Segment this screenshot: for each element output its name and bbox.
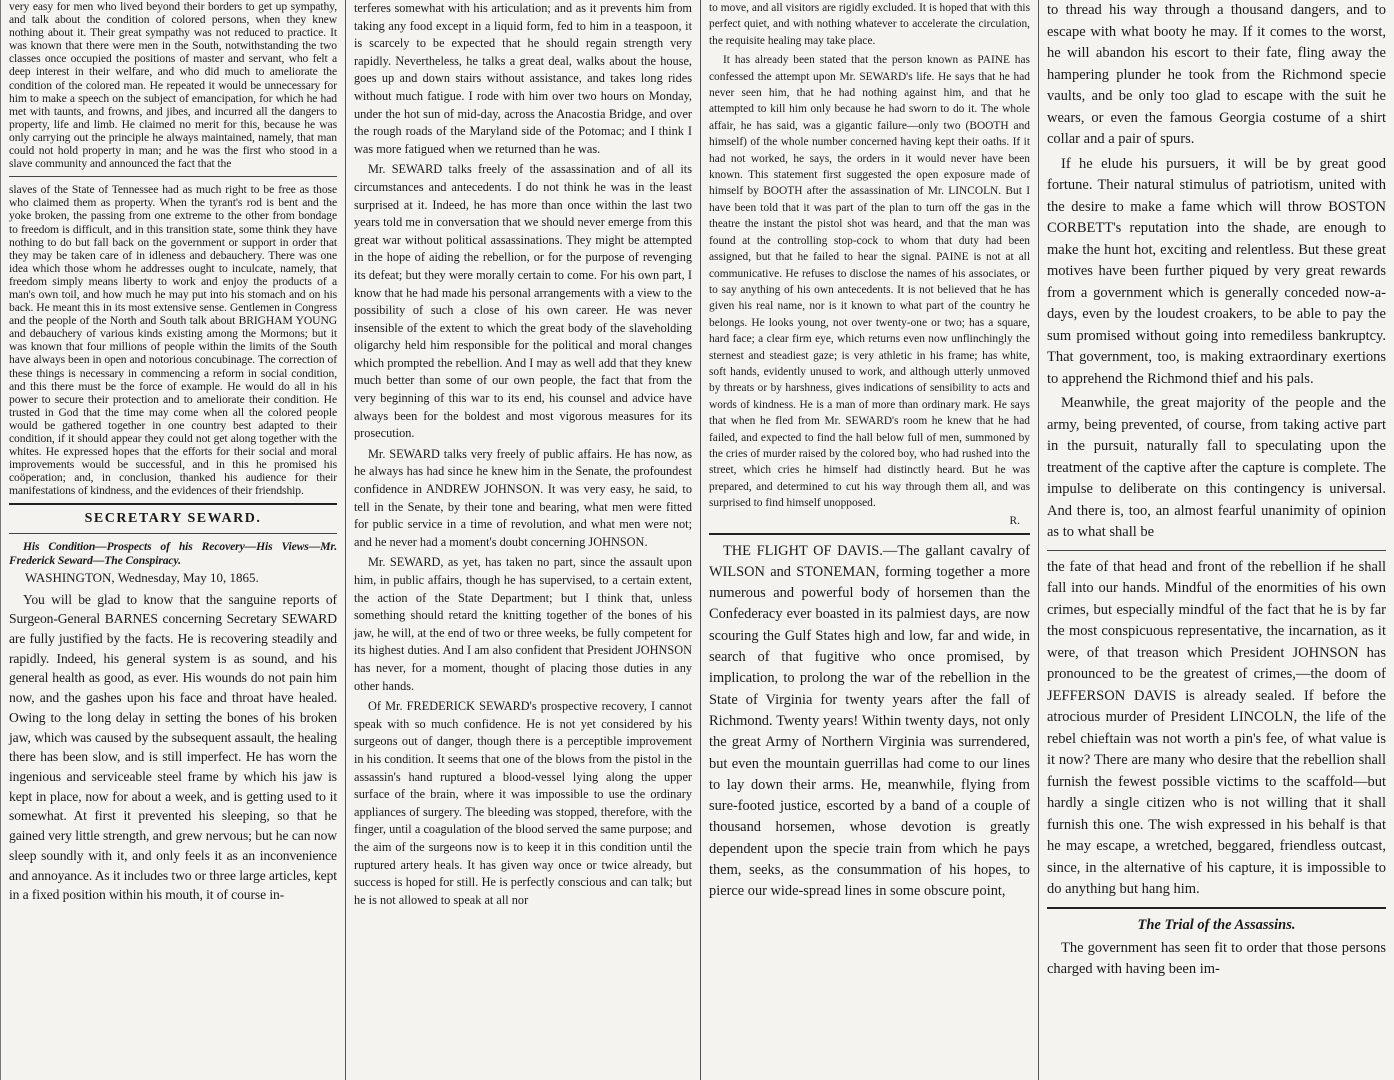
paragraph: Mr. SEWARD, as yet, has taken no part, since the assault upon him, in public affairs, though he has supervised, to a certain extent, the action of the State Department; but I think that, unless something should retard the knitting together of the bones of his jaw, he will, at the end of two or three weeks, be fully competent for its highest duties. And I am also confident that President JOHNSON has never, for a moment, thought of placing those duties in any other hands. [354,555,692,693]
divider [1047,550,1386,551]
paragraph: to thread his way through a thousand dangers, and to escape with what booty he may. If it comes to the worst, he will abandon his escort to their fate, fling away the hampering plunder he took from the Richmond specie vaults, and be only too glad to escape with the suit he wears, or even the famous Georgia costume of a shirt collar and a pair of spurs. [1047,2,1386,147]
paragraph: Meanwhile, the great majority of the people and the army, being prevented, of course, from taking active part in the pursuit, naturally fall to speculating upon the treatment of the captive after the capture is complete. The impulse to deliberate on this contingency is universal. And there is, too, an almost fearful unanimity of opinion as to what shall be [1047,395,1386,540]
signature-initial: R. [1009,514,1020,527]
article-headline: SECRETARY SEWARD. [84,511,262,527]
paragraph: terferes somewhat with his articulation; and as it prevents him from taking any food except in a liquid form, fed to him in a teaspoon, it is scarcely to be expected that he should regain strength very rapidly. Nevertheless, he talks a great deal, walks about the house, goes up and down stairs without assistance, and takes long rides without much fatigue. I rode with him over two hours on Monday, under the hot sun of mid-day, across the Anacostia Bridge, and over the rough roads of the Maryland side of the Potomac; and I think I was more fatigued when we returned than he was. [354,1,692,156]
article-lead-body: —The gallant cavalry of WILSON and STONEMAN, forming together a more numerous and powerful body of horsemen than the Confederacy ever boasted in its palmiest days, are now scouring the Gulf States high and low, far and wide, in search of that fugitive who once promised, by implication, to prolong the war of the rebellion in the State of Virginia for twenty years after the fall of Richmond. Twenty years! Within twenty days, not only the great Army of Northern Virginia was surrendered, but even the mountain guerrillas had come to our lines to lay down their arms. He, meanwhile, flying from sure-footed justice, escorted by a band of a couple of thousand horsemen, whose devotion is greatly dependent upon the specie train from which he pays them, seeks, as the consummation of his hopes, to pierce our wide-spread lines in some obscure point, [709,542,1031,900]
paragraph: Of Mr. FREDERICK SEWARD's prospective recovery, I cannot speak with so much confidence. He is not yet considered by his surgeons out of danger, though there is a perceptible improvement in his condition. It seems that one of the blows from the pistol in the assassin's hand ruptured a blood-vessel lying along the upper surface of the brain, where it was impossible to use the ordinary appliances of surgery. The bleeding was stopped, therefore, with the finger, until a coagulation of the blood served the same purpose; and the aim of the surgeons now is to keep it in this condition until the ruptured artery heals. It has given way once or twice already, but success is hoped for still. He is perfectly conscious and can talk; but he is not allowed to speak at all nor [354,699,692,907]
column-2 [345,0,700,1080]
paragraph: The government has seen fit to order that those persons charged with having been im- [1047,939,1386,977]
paragraph: slaves of the State of Tennessee had as much right to be free as those who claimed them as property. When the tyrant's rod is bent and the yoke broken, the passing from one extreme to the other from bondage to freedom is difficult, and in this transition state, some think they have nothing to do but fall back on the government or support in order that they may be taken care of in idleness and debauchery. There was one idea which those whom he addresses ought to inculcate, namely, that freedom simply means liberty to work and enjoy the products of a man's own toil, and how much he may put into his stomach and on his back. He meant this in its most extensive sense. Gentlemen in Congress and the people of the North and South talk about BRIGHAM YOUNG and debauchery of various kinds existing among the Mormons; but it was known that four millions of people within the limits of the South have always been in open and notorious concubinage. The correction of these things is necessary in commencing a reform in social condition, and this there must be the force of example. He would do all in his power to secure their protection and to ameliorate their condition. He trusted in God that the time may come when all the colored people would be gathered together in one country best adapted to their condition, if it should appear they could not get along together with the whites. He expressed hopes that the efforts for their social and moral improvements would be successful, and in this he promised his coöperation; and, in conclusion, thanked his audience for their manifestations of kindness, and the evidences of their friendship. [9,183,337,498]
column-3 [700,0,1038,1080]
divider [709,533,1030,535]
paragraph: It has already been stated that the person known as PAINE has confessed the attempt upon Mr. SEWARD's life. He says that he had never seen him, that he had nothing against him, and that he attempted to kill him only because he had sworn to do it. The whole affair, he has said, was a gigantic failure—only two (BOOTH and himself) of the whole number concerned having kept their oaths. If it had not worked, he says, the orders in it would never have been known. This statement first suggested the open exposure made of himself by BOOTH after the assassination of Mr. LINCOLN. But I have been told that it was part of the plan to turn off the gas in the theatre the instant the pistol shot was heard, and that the man was found at the controlling stop-cock to whom that duty had been assigned, but that he failed to hear the signal. PAINE is not at all communicative. He refuses to disclose the names of his associates, or to say anything of his own antecedents. It is not believed that he has given his real name, nor is it known to what part of the country he belongs. He looks young, not over twenty-one or two; has a square, hard face; a clear firm eye, which returns even now unflinchingly the sternest and steadiest gaze; is very athletic in his frame; has white, soft hands, evidently unused to work, and although utterly unmoved by threats or by harshness, gives indications of sensibility to acts and words of kindness. He is a man of more than ordinary mark. He says that when he fled from Mr. SEWARD's room he knew that he had failed, and expected to find the hall below full of men, summoned by the cries of murder raised by the colored boy, who had rushed into the street, which cries he himself had distinctly heard. But he was prepared, and determined to cut his way through them all, and was surprised to find himself unopposed. [709,54,1030,510]
flight-of-davis-article [709,541,1030,903]
divider [9,533,337,534]
article-headline: The Trial of the Assassins. [1137,916,1296,933]
article-subhead: His Condition—Prospects of his Recovery—His Views—Mr. Frederick Seward—The Conspiracy. [9,540,337,567]
divider [1047,907,1386,909]
paragraph: Mr. SEWARD talks freely of the assassination and of all its circumstances and antecedents. I do not think he was in the least surprised at it. Indeed, he has more than once within the last two years told me in conversation that we should never emerge from this great war without political assassinations. They might be attempted in the hope of aiding the rebellion, or for the purpose of revenging its defeat; but they were morally certain to come. For his own part, I know that he had made his personal arrangements with a view to the possibility of such a close of his own career. He was never insensible of the extent to which the great body of the slaveholding oligarchy held him responsible for the political and moral changes which prompted the rebellion. And I may as well add that they knew much better than some of our own people, the fact that from the very beginning of this war to its end, his counsel and advice have always been for the boldest and most vigorous measures for its prosecution. [354,162,692,441]
article-lead-title: THE FLIGHT OF DAVIS. [723,542,883,559]
paragraph: very easy for men who lived beyond their borders to get up sympathy, and talk about the condition of colored persons, when they knew nothing about it. Their great sympathy was not reduced to practice. It was known that there were men in the South, notwithstanding the two classes once occupied the positions of master and servant, who felt a deep interest in their welfare, and who did much to ameliorate the condition of the colored man. He repeated it would be unnecessary for him to make a speech on the subject of emancipation, for which he had met with taunts, and frowns, and jibes, and incurred all the dangers to property, life and limb. He claimed no merit for this, because he was only carrying out the principle he always maintained, namely, that man could not hold property in man; and he was the first who stood in a slave community and announced the fact that the [9,0,337,171]
paragraph: the fate of that head and front of the rebellion if he shall fall into our hands. Mindful of the enormities of his own crimes, but especially mindful of the fact that he is by far the most conspicuous representative, the incarnation, as it were, of that treason which President JOHNSON has pronounced to be the greatest of crimes,—the doom of JEFFERSON DAVIS is already sealed. If before the atrocious murder of President LINCOLN, the life of the rebel chieftain was not worth a pin's fee, of what value is it now? There are many who desire that the rebellion shall furnish the fewest possible victims to the scaffold—but hardly a single citizen who is not willing that it shall furnish this one. The wish expressed in his behalf is that he may escape, a wretched, beggared, friendless outcast, since, in the alternative of his capture, it is impossible to do anything but hang him. [1047,558,1386,897]
column-1 [0,0,345,1080]
paragraph: Mr. SEWARD talks very freely of public affairs. He has now, as he always has had since he knew him in the Senate, the profoundest confidence in ANDREW JOHNSON. It was very easy, he said, to tell in the Senate, by their tone and bearing, what men were fitted for public service in a time of revolution, and what men were not; and he never had a moment's doubt concerning JOHNSON. [354,446,692,549]
paragraph: If he elude his pursuers, it will be by great good fortune. Their natural stimulus of patriotism, united with the desire to make a fame which will throw BOSTON CORBETT's reputation into the shade, are enough to make the hunt hot, exciting and relentless. But these great motives have been further piqued by very great rewards from a government which is generally conceded now-a-days, even by the loudest croakers, to be able to pay the sum promised without going into remediless bankruptcy. That government, too, is making extraordinary exertions to apprehend the Richmond thief and his pals. [1047,155,1386,387]
divider [9,176,337,177]
paragraph: to move, and all visitors are rigidly excluded. It is hoped that with this perfect quiet, and with nothing whatever to accelerate the circulation, the requisite healing may take place. [709,2,1030,47]
article-body [9,590,337,905]
paragraph [709,541,1030,903]
paragraph: You will be glad to know that the sanguine reports of Surgeon-General BARNES concerning Secretary SEWARD are fully justified by the facts. He is recovering steadily and rapidly. Indeed, his general system is as sound, and his general health as good, as ever. His wounds do not pain him now, and the gashes upon his face and throat have healed. Owing to the long delay in setting the bones of his broken jaw, which was caused by the subsequent assault, the healing there has been slow, and is still imperfect. He has worn the ingenious and serviceable steel frame by which his jaw is kept in place, now for about a week, and is getting used to it somewhat. At first it prevented his sleeping, so that he gained very little strength, and grew nervous; but he can now sleep soundly with it, and only feels it as an inconvenience and annoyance. As it includes two or three large articles, kept in a fixed position within his mouth, it of course in- [9,591,337,903]
column-4 [1038,0,1394,1080]
divider [9,503,337,505]
dateline: WASHINGTON, Wednesday, May 10, 1865. [25,569,259,585]
